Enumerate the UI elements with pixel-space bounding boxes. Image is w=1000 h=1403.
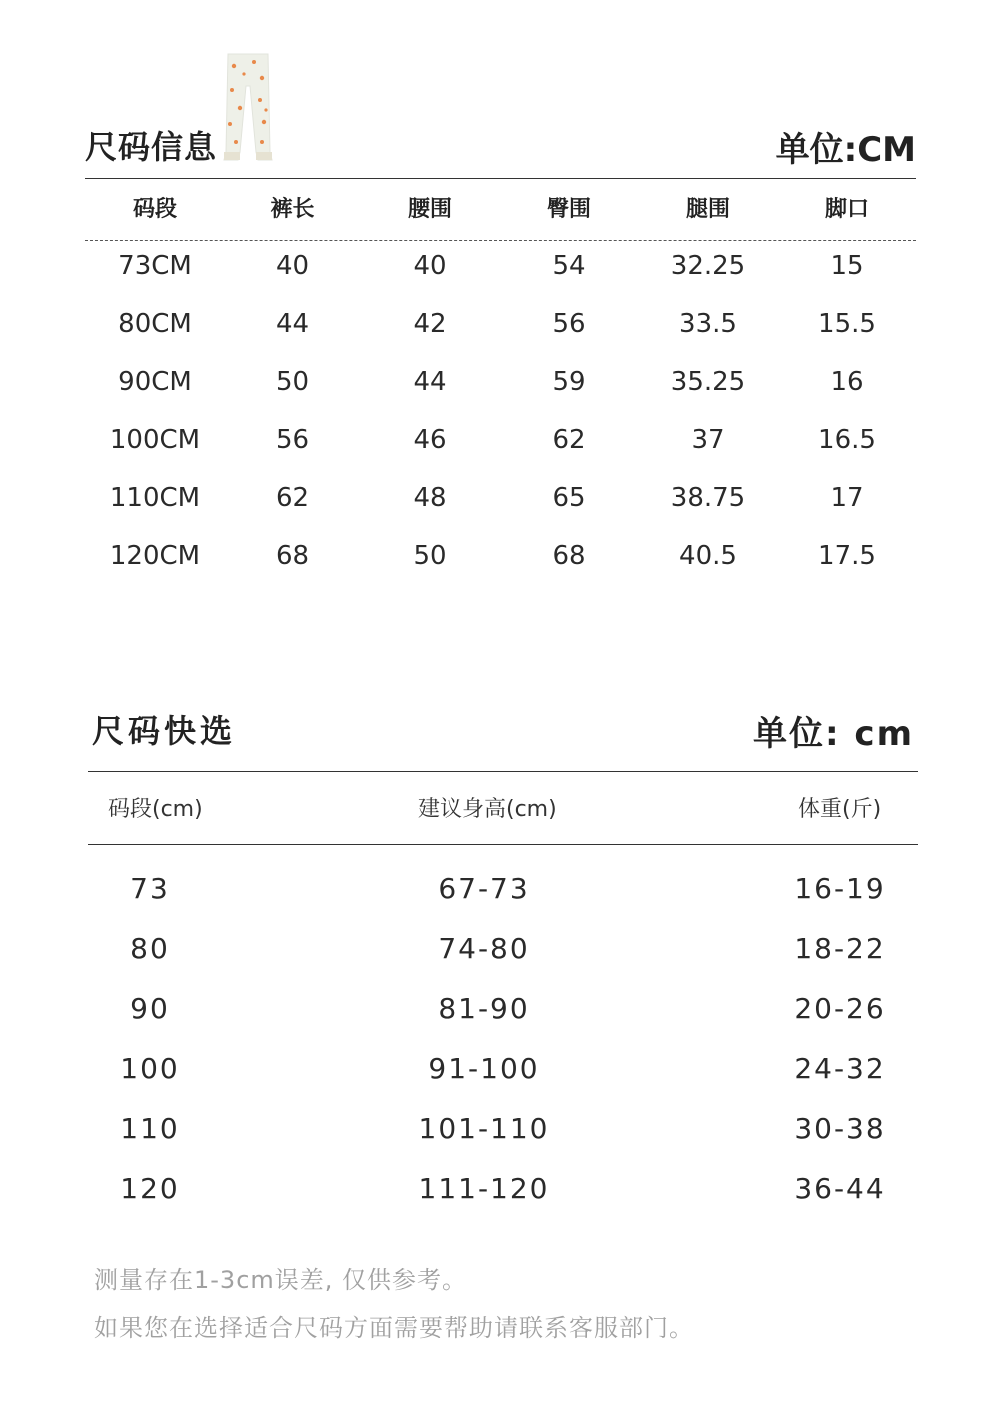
cell-hip: 62 [552,425,586,455]
size-quick-row [0,1167,1000,1211]
cell-size: 100CM [109,425,201,455]
note-contact-service: 如果您在选择适合尺码方面需要帮助请联系客服部门。 [94,1314,694,1342]
quick-cell-weight: 24-32 [794,1052,886,1085]
cell-hip: 65 [552,483,586,513]
quick-cell-height: 101-110 [418,1112,550,1145]
cell-cuff: 16.5 [818,425,876,455]
header-hip: 臀围 [546,197,591,222]
divider-quick-top [88,771,918,772]
cell-cuff: 15 [830,251,864,281]
size-quick-row [0,1107,1000,1151]
cell-thigh: 32.25 [670,251,746,281]
size-info-row [85,536,916,576]
cell-waist: 42 [413,309,447,339]
quick-cell-weight: 18-22 [794,932,886,965]
cell-cuff: 15.5 [818,309,876,339]
size-quick-title: 尺码快选 [92,712,237,750]
quick-cell-size: 100 [120,1052,180,1085]
cell-hip: 56 [552,309,586,339]
quick-cell-height: 91-100 [428,1052,540,1085]
divider-top [85,178,916,179]
header-waist: 腰围 [407,197,452,222]
cell-length: 40 [275,251,310,281]
quick-cell-weight: 36-44 [794,1172,886,1205]
cell-thigh: 37 [691,425,725,455]
cell-size: 110CM [109,483,201,513]
quick-header-size: 码段(cm) [108,797,203,822]
cell-thigh: 40.5 [679,541,737,571]
size-info-row [85,362,916,402]
size-quick-row [0,927,1000,971]
note-error-margin: 测量存在1-3cm误差, 仅供参考。 [94,1266,468,1294]
cell-length: 68 [275,541,310,571]
cell-size: 80CM [118,309,192,339]
quick-cell-size: 110 [120,1112,180,1145]
cell-length: 44 [275,309,310,339]
quick-cell-size: 120 [120,1172,180,1205]
quick-cell-weight: 16-19 [794,872,886,905]
header-size: 码段 [132,197,177,222]
size-quick-unit: 单位: cm [752,714,914,754]
size-info-row [85,478,916,518]
cell-waist: 40 [413,251,447,281]
cell-cuff: 17.5 [818,541,876,571]
cell-thigh: 38.75 [670,483,746,513]
size-quick-row [0,1047,1000,1091]
cell-waist: 44 [413,367,447,397]
dashed-divider [85,240,916,241]
cell-length: 62 [275,483,310,513]
quick-cell-size: 90 [130,992,170,1025]
divider-quick-header [88,844,918,845]
quick-cell-height: 81-90 [438,992,530,1025]
size-info-title: 尺码信息 [85,128,218,166]
cell-waist: 50 [413,541,447,571]
cell-hip: 68 [552,541,586,571]
size-info-header-row [85,190,916,230]
pants-thumbnail-image [220,52,276,164]
size-info-row [85,420,916,460]
quick-cell-height: 67-73 [438,872,530,905]
cell-hip: 54 [552,251,586,281]
size-quick-row [0,987,1000,1031]
quick-header-height: 建议身高(cm) [418,797,557,822]
cell-thigh: 33.5 [679,309,737,339]
quick-cell-weight: 20-26 [794,992,886,1025]
cell-size: 73CM [118,251,192,281]
cell-waist: 46 [413,425,447,455]
cell-cuff: 16 [830,367,864,397]
header-length: 裤长 [270,197,315,222]
quick-cell-size: 80 [130,932,170,965]
cell-size: 90CM [118,367,192,397]
quick-cell-height: 74-80 [438,932,530,965]
cell-length: 56 [275,425,310,455]
size-info-row [85,304,916,344]
size-info-row [85,246,916,286]
cell-length: 50 [275,367,310,397]
header-cuff: 脚口 [824,197,869,222]
quick-cell-weight: 30-38 [794,1112,886,1145]
size-info-unit: 单位:CM [775,130,916,170]
cell-thigh: 35.25 [670,367,746,397]
cell-size: 120CM [109,541,201,571]
cell-cuff: 17 [830,483,864,513]
header-thigh: 腿围 [685,197,730,222]
cell-hip: 59 [552,367,586,397]
quick-cell-size: 73 [130,872,170,905]
cell-waist: 48 [413,483,447,513]
quick-header-weight: 体重(斤) [798,797,882,822]
size-quick-row [0,867,1000,911]
quick-cell-height: 111-120 [418,1172,550,1205]
